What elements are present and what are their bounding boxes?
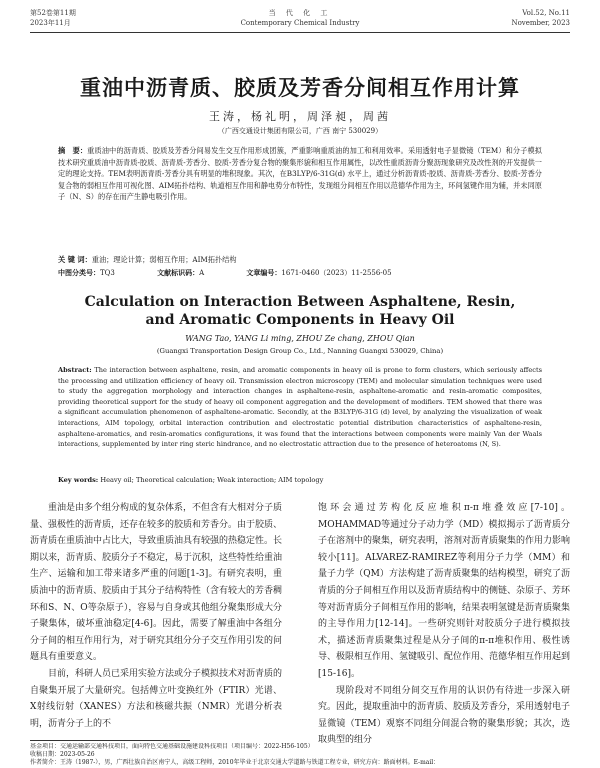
- header-volume-issue: 第52卷第11期 2023年11月: [30, 9, 76, 27]
- chinese-keywords-text: 重油；理论计算；弱相互作用；AIM拓扑结构: [91, 255, 237, 264]
- footnote-rule: [30, 740, 190, 741]
- english-affiliation: (Guangxi Transportation Design Group Co., Ltd., Nanning Guangxi 530029, China): [156, 347, 444, 355]
- english-keywords: [58, 476, 542, 484]
- english-abstract: [58, 365, 542, 450]
- doc-code-field: 文献标识码：A: [157, 268, 205, 277]
- english-authors: WANG Tao, YANG Li ming, ZHOU Ze chang, ZHOU Qian: [185, 334, 415, 343]
- chinese-keywords: [58, 255, 542, 265]
- received-date: 收稿日期：2023-05-26: [30, 751, 95, 758]
- header-journal-name: 当 代 化 工 Contemporary Chemical Industry: [240, 9, 360, 27]
- chinese-title: 重油中沥青质、胶质及芳香分间相互作用计算: [80, 76, 520, 100]
- body-paragraph: 饱环会通过芳构化反应堆积π-π堆叠效应[7-10]。MOHAMMAD等通过分子动力学（MD）模拟揭示了沥青质分子在溶剂中的聚集，研究表明，溶剂对沥青质聚集的作用力影响较小[11]。ALVAREZ-RAMIREZ等利用分子力学（MM）和量子力学（QM）方法构建了沥青质聚集的结构模型，研究了沥青质的分子间相互作用以及沥青质结构中的侧链、杂原子、芳环等对沥青质分子间相互作用的影响，结果表明氢键是沥青质聚集的主导作用力[12-14]。一些研究则针对胶质分子进行模拟技术，描述沥青质聚集过程是从分子间的π-π堆积作用、极性诱导、极限相互作用、氢键吸引、配位作用、范德华相互作用起到[15-16]。: [318, 503, 571, 679]
- english-keywords-text: Heavy oil; Theoretical calculation; Weak interaction; AIM topology: [100, 476, 324, 484]
- chinese-abstract-text: 重质油中的沥青质、胶质及芳香分间易发生交互作用形成团簇，严重影响重质油的加工和利用效率。采用透射电子显微镜（TEM）和分子模拟技术研究重质油中沥青质-胶质、沥青质-芳香分、胶质-芳香分复合物的聚集形貌和相互作用属性，以改性重质沥青分聚沥现象研究及改性剂的开发提供一定的理论支持。TEM表明沥青质-芳香分具有明显的堆积现象。其次，在B3LYP/6-31G(d) 水平上，通过分析沥青质-胶质、沥青质-芳香分、胶质-芳香分复合物的弱相互作用可视化图、AIM拓扑结构、轨道相互作用和静电势分布特性，发现组分间相互作用以范德华作用为主，环间氢键作用为辅，并未同原子（N、S）的存在而产生静电吸引作用。: [58, 146, 542, 202]
- chinese-abstract-label: 摘 要：: [58, 146, 88, 155]
- chinese-keywords-label: 关 键 词：: [58, 255, 92, 264]
- english-abstract-label: Abstract:: [58, 366, 92, 374]
- body-paragraph: 重油是由多个组分构成的复杂体系，不但含有大相对分子质量、强极性的沥青质，还存在较多的胶质和芳香分。由于胶质、沥青质在重质油中占比大，导致重质油具有较强的热稳定性。长期以来，沥青质、胶质分子不稳定，易于沉积，这些特性给重油生产、运输和加工带来诸多严重的问题[1-3]。有研究表明，重质油中的沥青质、胶质由于其分子结构特性（含有较大的芳香稠环和S、N、O等杂原子），容易与自身或其他组分聚集形成大分子聚集体，破坏重油稳定[4-6]。因此，需要了解重油中各组分分子间的相互作用行为，对于研究其组分分子交互作用引发的问题具有重要意义。: [30, 503, 283, 663]
- chinese-affiliation: （广西交通设计集团有限公司，广西 南宁 530029）: [217, 127, 383, 135]
- body-paragraph: 现阶段对不同组分间交互作用的认识仍有待进一步深入研究。因此，提取重油中的沥青质、胶质及芳香分，采用透射电子显微镜（TEM）观察不同组分间混合物的聚集形貌；其次，选取典型的组分: [318, 685, 571, 746]
- article-number-field: 文章编号：1671-0460（2023）11-2556-05: [246, 268, 392, 277]
- chinese-authors: 王涛，杨礼明，周泽昶，周茜: [209, 110, 391, 123]
- clc-field: 中图分类号：TQ3: [58, 268, 115, 277]
- running-header: [30, 8, 570, 32]
- author-bio: 作者简介：王涛（1987-），男，广西壮族自治区南宁人，高级工程师，2010年毕业于北京交通大学道路与铁道工程专业，研究方向：路面材料。E-mail：: [30, 759, 440, 766]
- header-volume-date-en: Vol.52, No.11 November, 2023: [511, 9, 570, 27]
- header-rule: [30, 32, 570, 33]
- chinese-abstract: [58, 145, 542, 203]
- funding-note: 基金项目：交通运输部交通科技项目，面向特色交通基础设施建设科技项目（项目编号：2022-H56-105）: [30, 743, 314, 750]
- body-column-right: [318, 500, 570, 749]
- footnote: [30, 743, 570, 767]
- english-keywords-label: Key words:: [58, 476, 99, 484]
- english-abstract-text: The interaction between asphaltene, resin, and aromatic components in heavy oil is prone to form clusters, which seriously affects the processing and utilization efficiency of heavy oil. Transmission electron microscopy (TEM) and molecular simulation techniques were used to study the aggregation morphology and interaction changes in asphaltene-resin, asphaltene-aromatic and resin-aromatic composites, providing theoretical support for the study of heavy oil component aggregation and the development of modifiers. TEM showed that there was a significant accumulation phenomenon of asphaltene-aromatic. Secondly, at the B3LYP/6-31G (d) level, by analyzing the visualization of weak interactions, AIM topology, orbital interaction contribution and electrostatic potential distribution characteristics of asphaltene-resin, asphaltene-aromatics, and resin-aromatics configurations, it was found that the interactions between components were mainly Van der Waals interactions, supplemented by inter ring steric hindrance, and no electrostatic attraction due to the presence of heteroatoms (N, S).: [58, 366, 542, 449]
- english-title: Calculation on Interaction Between Asphaltene, Resin, and Aromatic Components in Heavy Oil: [84, 294, 516, 328]
- body-paragraph: 目前，科研人员已采用实验方法或分子模拟技术对沥青质的自聚集开展了大量研究。包括傅立叶变换红外（FTIR）光谱、X射线衍射（XANES）方法和核磁共振（NMR）光谱分析表明，沥青分子上的不: [30, 668, 283, 729]
- classification-info: [58, 268, 542, 278]
- body-column-left: [30, 500, 282, 732]
